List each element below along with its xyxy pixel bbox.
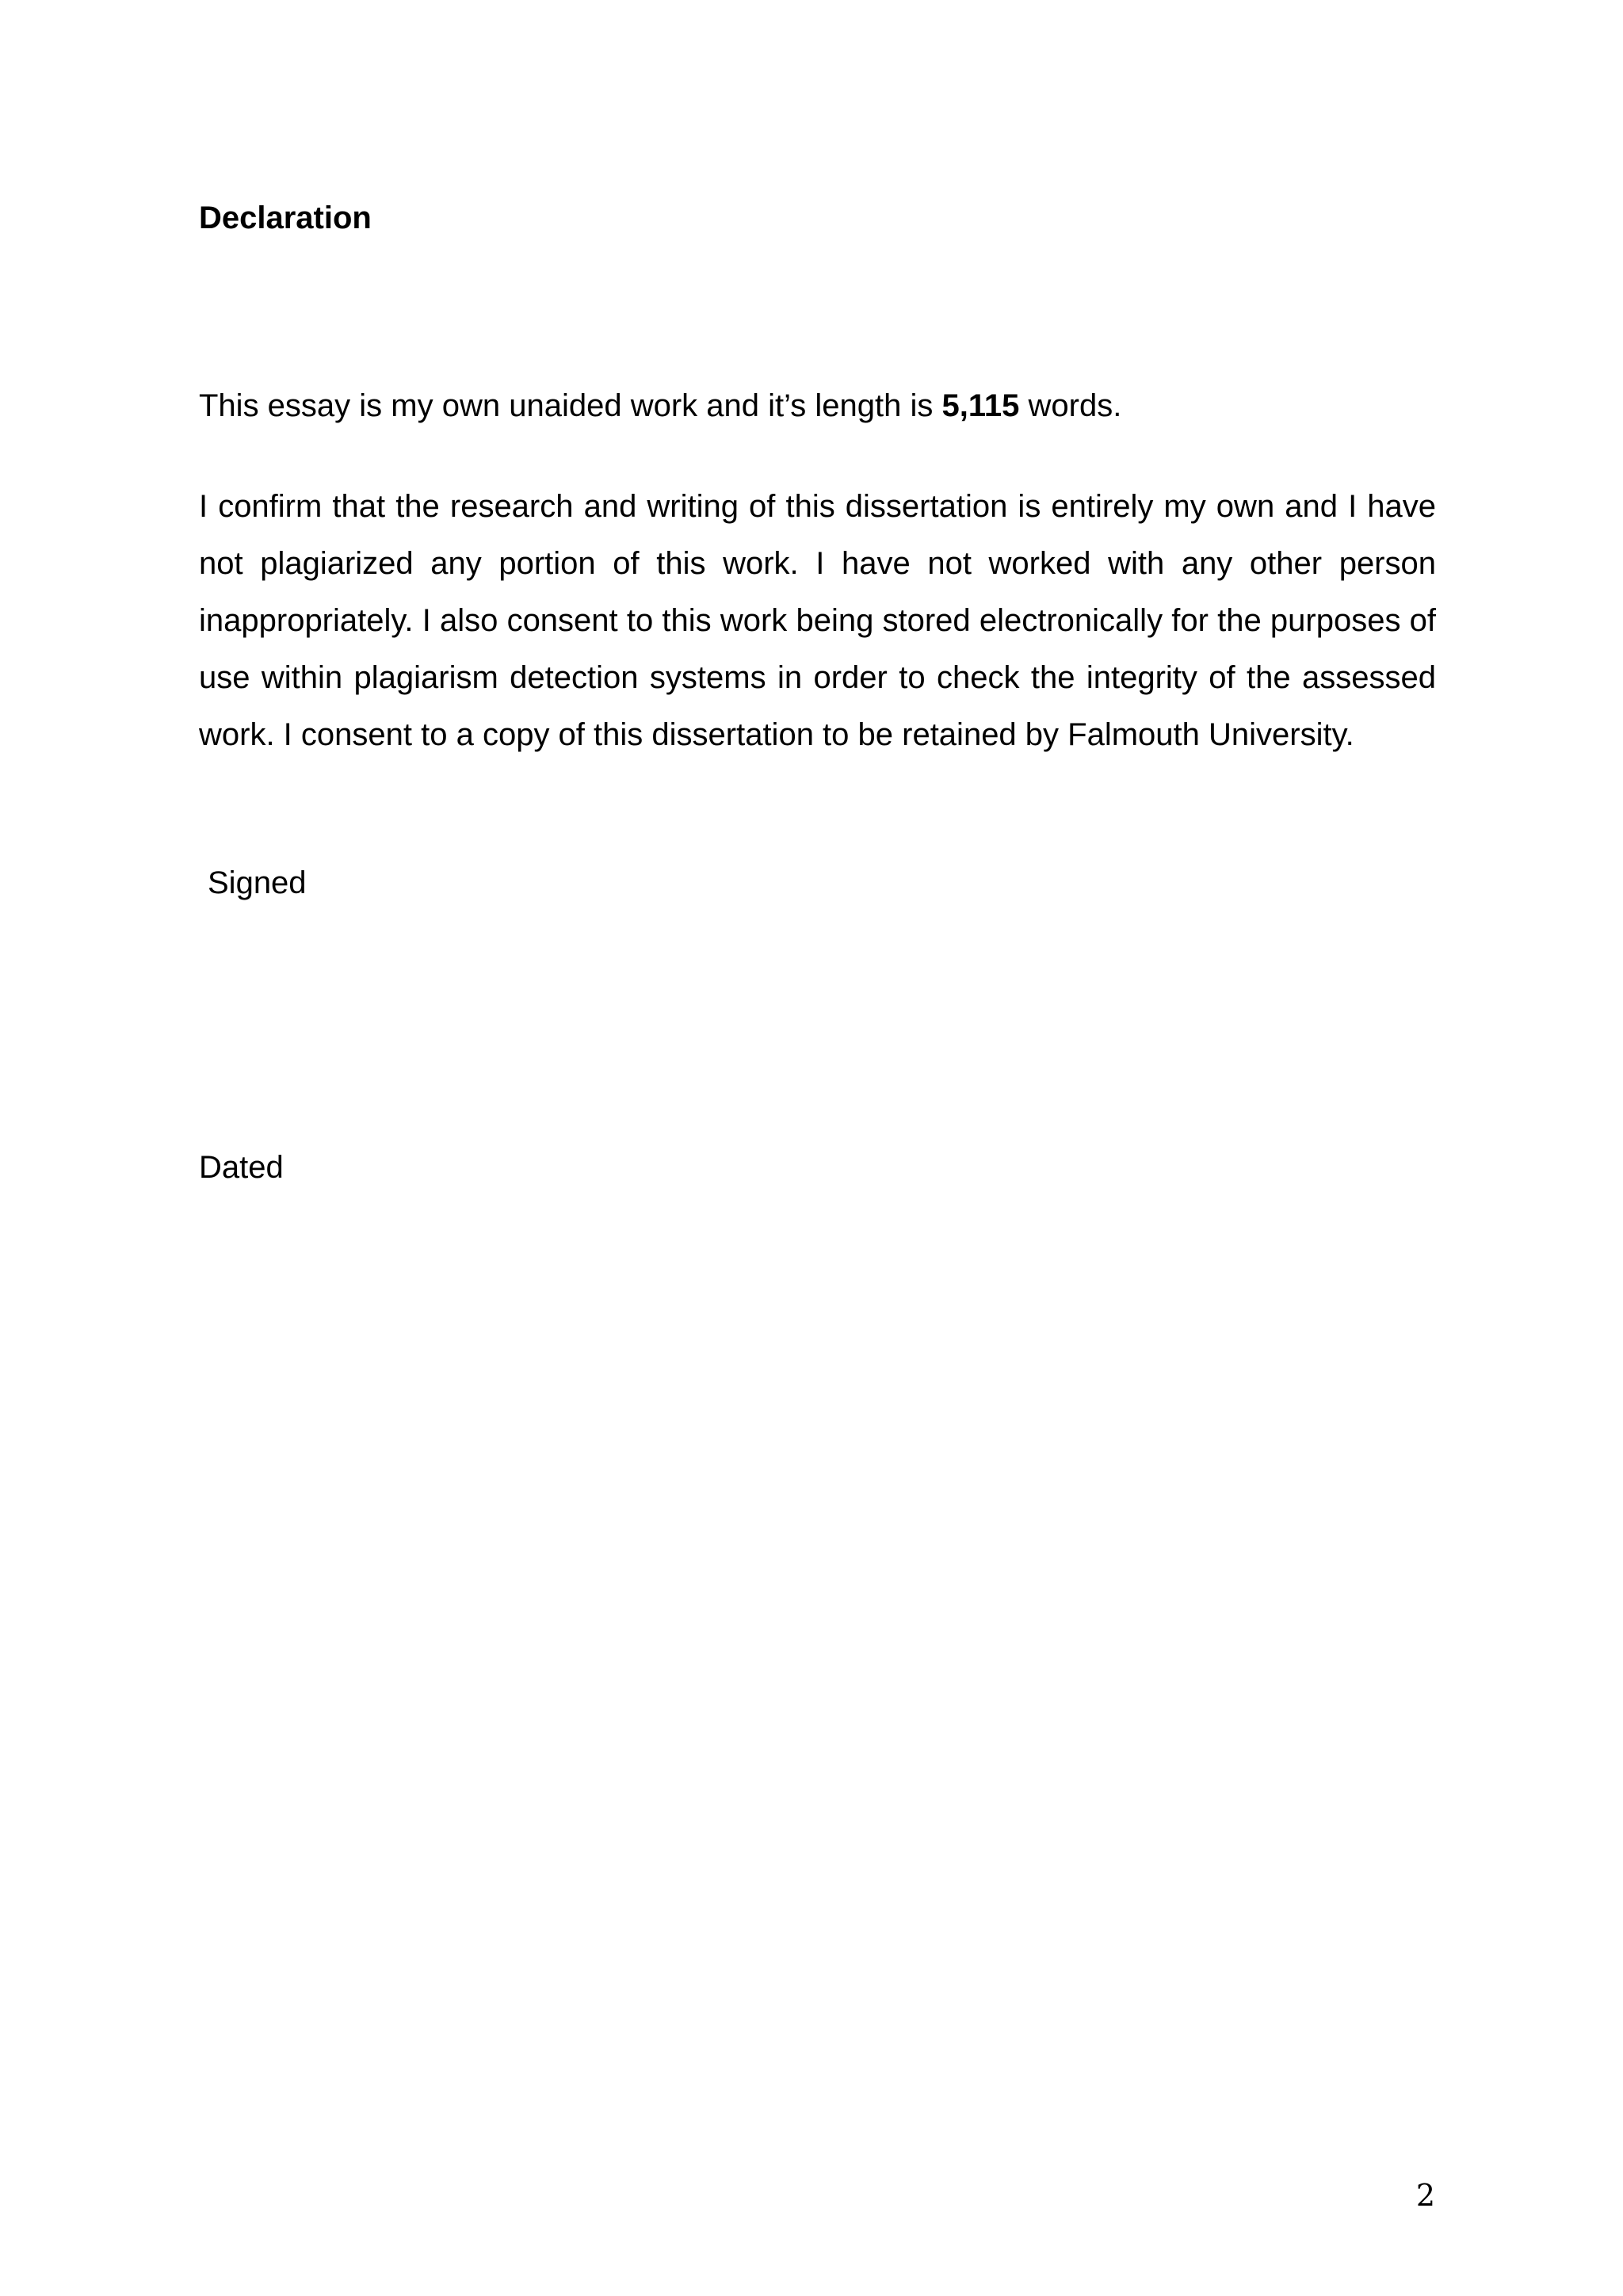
signed-label: Signed (208, 865, 307, 900)
word-count-statement (199, 385, 1121, 426)
dated-label: Dated (199, 1150, 284, 1185)
word-count-suffix: words. (1019, 388, 1122, 423)
word-count-prefix: This essay is my own unaided work and it’s length is (199, 388, 942, 423)
word-count-value: 5,115 (941, 388, 1020, 423)
declaration-paragraph: I confirm that the research and writing of this dissertation is entirely my own and I have not plagiarized any portion of this work. I have not worked with any other person inappropriately. I also consent to this work being stored electronically for the purposes of use within plagiarism detection systems in order to check the integrity of the assessed work. I consent to a copy of this dissertation to be retained by Falmouth University. (199, 489, 1436, 752)
page-title: Declaration (199, 201, 372, 235)
page-number: 2 (1415, 2178, 1435, 2213)
